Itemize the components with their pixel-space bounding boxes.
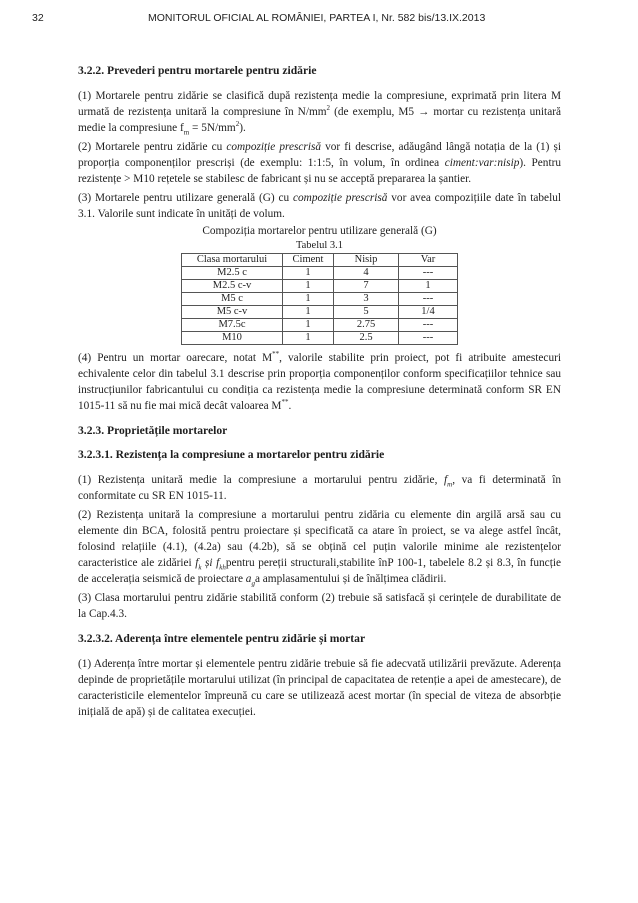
table-cell: --- <box>399 267 458 280</box>
table-cell: 4 <box>334 267 399 280</box>
table-cell: M5 c-v <box>182 306 283 319</box>
table-cell: 1/4 <box>399 306 458 319</box>
paragraph-3-2-3-1-1: (1) Rezistența unitară medie la compresiune a mortarului pentru zidărie, $f_m$, va fi determinată în conformitate cu SR EN 1015-11. <box>78 474 561 502</box>
table-cell: 2.75 <box>334 319 399 332</box>
section-heading-3-2-3-1: 3.2.3.1. Rezistența la compresiune a mortarelor pentru zidărie <box>78 448 385 461</box>
paragraph-3-2-3-1-2: (2) Rezistența unitară la compresiune a mortarului pentru zidăria cu elemente din argilă arsă sau cu elemente din BCA, folosită pentru proiectare și specificată ca atare în proiect, se va alege astfel încât, folosind relațiile (4.1), (4.2a) sau (4.2b), să se obțină cel puțin valorile minime ale rezistențelor caracteristice ale zidăriei $f_k$ și $f_{kh}pentru$ pereții structurali,stabilite înP 100-1, tabelele 8.2 și 8.3, în funcție de accelerația seismică de proiectare $a_ga$ amplasamentului și de înălțimea clădirii. <box>78 509 561 588</box>
table-row <box>182 280 458 293</box>
table-cell: 1 <box>399 280 458 293</box>
table-cell: M5 c <box>182 293 283 306</box>
header-cell: Var <box>399 254 458 267</box>
section-heading-3-2-2: 3.2.2. Prevederi pentru mortarele pentru zidărie <box>78 64 317 77</box>
table-header-row <box>182 254 458 267</box>
table-cell: 1 <box>283 280 334 293</box>
table-cell: 1 <box>283 332 334 345</box>
table-row <box>182 293 458 306</box>
paragraph-3-2-2-3: (3) Mortarele pentru utilizare generală (G) cu compoziție prescrisă vor avea compozițiile date în tabelul 3.1. Valorile sunt indicate în unități de volum. <box>78 192 561 220</box>
table-cell: M10 <box>182 332 283 345</box>
paragraph-3-2-2-4: (4) Pentru un mortar oarecare, notat M**, valorile stabilite prin proiect, pot fi atribuite amestecuri echivalente celor din tabelul 3.1 descrise prin proporția componenților conform specificațiilor tehnice sau instrucțiunilor fabricantului cu condiția ca rezistența medie la compresiune determinată conform SR EN 1015-11 să nu fie mai mică decât valoarea M**. <box>78 350 561 412</box>
page-body <box>78 64 561 720</box>
table-caption: Compoziția mortarelor pentru utilizare generală (G) <box>202 225 437 237</box>
table-row <box>182 332 458 345</box>
table-cell: 2.5 <box>334 332 399 345</box>
table-row <box>182 306 458 319</box>
page-number: 32 <box>32 12 44 24</box>
table-cell: 5 <box>334 306 399 319</box>
section-heading-3-2-3-2: 3.2.3.2. Aderența între elementele pentru zidărie și mortar <box>78 632 366 645</box>
table-cell: M7.5c <box>182 319 283 332</box>
table-cell: --- <box>399 293 458 306</box>
table-cell: 3 <box>334 293 399 306</box>
table-cell: 1 <box>283 267 334 280</box>
paragraph-3-2-3-1-3: (3) Clasa mortarului pentru zidărie stabilită conform (2) trebuie să satisfacă și cerințele de durabilitate de la Cap.4.3. <box>78 592 561 620</box>
paragraph-3-2-2-2: (2) Mortarele pentru zidărie cu compoziție prescrisă vor fi descrise, adăugând lângă notația de la (1) și proporția componenților prescriși (de exemplu: 1:1:5, în volum, în ordinea ciment:var:nisip). Pentru rezistențe > M10 rețetele se stabilesc de fabricant și nu se acceptă prepararea la șantier. <box>78 141 562 185</box>
paragraph-3-2-2-1: (1) Mortarele pentru zidărie se clasifică după rezistența medie la compresiune, exprimată prin litera M urmată de rezistența unitară la compresiune în $N/mm^2$ (de exemplu, M5 → mortar cu rezistența unitară medie la compresiune $f_m = 5N/mm^2$). <box>78 90 561 137</box>
table-cell: --- <box>399 332 458 345</box>
header-cell: Ciment <box>283 254 334 267</box>
header-cell: Clasa mortarului <box>182 254 283 267</box>
table-cell: 1 <box>283 319 334 332</box>
paragraph-3-2-3-2-1: (1) Aderența între mortar și elementele pentru zidărie trebuie să fie adecvată utilizării prevăzute. Aderența depinde de proprietățile mortarului utilizat (în principal de capacitatea de retenție a apei de amestecare), de caracteristicile elementelor împreună cu care se utilizează acest mortar (în special de viteza de absorbție inițială de apă) și de calitatea execuției. <box>78 658 562 718</box>
running-header: MONITORUL OFICIAL AL ROMÂNIEI, PARTEA I, Nr. 582 bis/13.IX.2013 <box>148 12 486 24</box>
section-heading-3-2-3: 3.2.3. Proprietățile mortarelor <box>78 424 228 437</box>
table-row <box>182 319 458 332</box>
table-row <box>182 267 458 280</box>
table-cell: 1 <box>283 293 334 306</box>
table-cell: 1 <box>283 306 334 319</box>
table-label: Tabelul 3.1 <box>295 240 344 251</box>
header-cell: Nisip <box>334 254 399 267</box>
mortar-composition-table <box>181 253 458 345</box>
table-cell: --- <box>399 319 458 332</box>
table-cell: M2.5 c <box>182 267 283 280</box>
table-cell: M2.5 c-v <box>182 280 283 293</box>
table-cell: 7 <box>334 280 399 293</box>
